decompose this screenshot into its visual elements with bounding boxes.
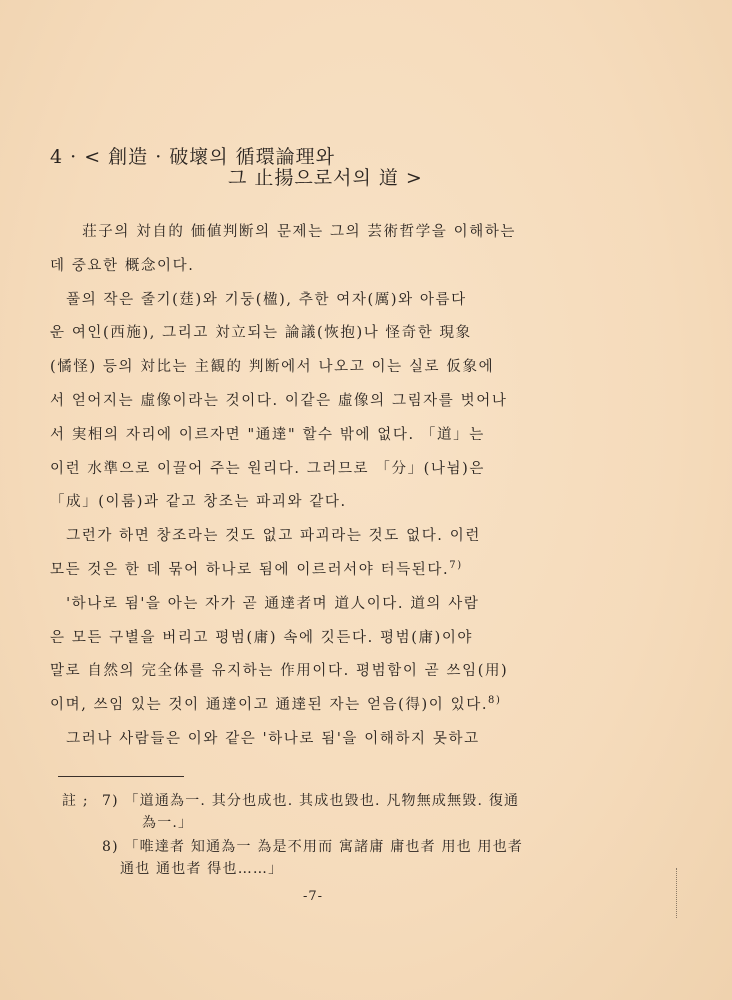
body-line: 그런가 하면 창조라는 것도 없고 파괴라는 것도 없다. 이런 [50, 528, 481, 545]
footnote-marker: 8) [488, 695, 502, 707]
body-line: 은 모든 구별을 버리고 평범(庸) 속에 깃든다. 평범(庸)이야 [50, 629, 474, 646]
body-line: 이며, 쓰임 있는 것이 通達이고 通達된 자는 얻음(得)이 있다.$^{8)}$ [50, 695, 502, 714]
page-number: -7- [303, 889, 324, 904]
body-line: 서 実相의 자리에 이르자면 "通達" 할수 밖에 없다. 「道」는 [50, 426, 485, 443]
section-heading-line2: 그 止揚으로서의 道 > [228, 167, 423, 189]
footnote-7-line1: 7) 「道通為一. 其分也成也. 其成也毀也. 凡物無成無毀. 復通 [102, 793, 520, 809]
body-line: 모든 것은 한 데 묶어 하나로 됨에 이르러서야 터득된다.$^{7)}$ [50, 560, 463, 578]
footnote-label: 註 ; [62, 793, 89, 809]
footnote-divider [58, 776, 184, 777]
footnote-8-line1: 8) 「唯達者 知通為一 為是不用而 寓諸庸 庸也者 用也 用也者 [102, 839, 524, 855]
body-line: '하나로 됨'을 아는 자가 곧 通達者며 道人이다. 道의 사람 [50, 595, 480, 612]
body-line: 말로 自然의 完全体를 유지하는 作用이다. 평범함이 곧 쓰임(用) [50, 663, 509, 680]
body-line: (憰怪) 등의 対比는 主観的 判断에서 나오고 이는 실로 仮象에 [50, 359, 495, 376]
body-line: 데 중요한 概念이다. [50, 257, 195, 274]
body-line: 이런 水準으로 이끌어 주는 원리다. 그러므로 「分」(나뉨)은 [50, 460, 486, 477]
section-heading-line1: 4 · < 創造 · 破壞의 循環論理와 [50, 146, 336, 168]
footnote-7-line2: 為一.」 [142, 815, 194, 831]
body-line: 풀의 작은 줄기(莛)와 기둥(楹), 추한 여자(厲)와 아름다 [50, 291, 467, 308]
footnote-marker: 7) [449, 560, 463, 572]
body-line: 서 얻어지는 虛像이라는 것이다. 이같은 虛像의 그림자를 벗어나 [50, 393, 508, 409]
body-line: 荘子의 対自的 価値判断의 문제는 그의 芸術哲学을 이해하는 [50, 224, 517, 240]
body-line: 그러나 사람들은 이와 같은 '하나로 됨'을 이해하지 못하고 [50, 731, 480, 747]
footnote-8-line2: 通也 通也者 得也……」 [120, 861, 284, 877]
body-line: 운 여인(西施), 그리고 対立되는 論議(恢抱)나 怪奇한 現象 [50, 325, 472, 342]
body-line: 「成」(이룸)과 같고 창조는 파괴와 같다. [50, 494, 347, 511]
margin-mark [676, 868, 680, 918]
